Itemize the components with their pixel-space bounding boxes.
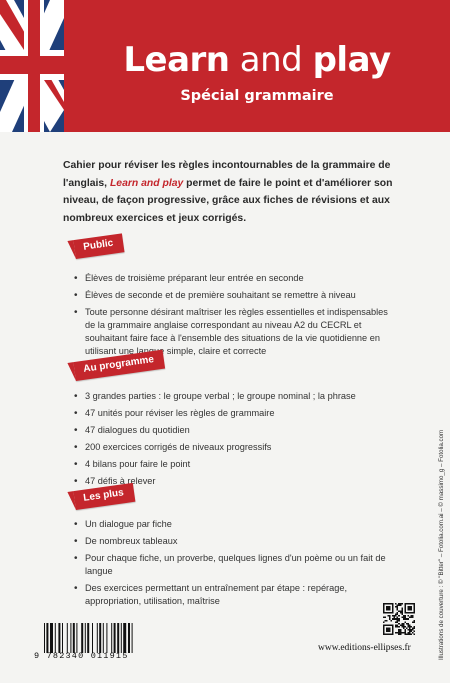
cover-illustration-credit: Illustrations de couverture : © "Bitter" – Fotolia.com.ai – © massimo_g – Fotolia.com xyxy=(438,429,445,660)
list-item: • Un dialogue par fiche xyxy=(74,518,394,531)
tag-public: Public xyxy=(73,233,124,259)
tag-au-programme: Au programme xyxy=(73,350,165,381)
qr-code-icon xyxy=(383,603,415,635)
list-item: • 47 dialogues du quotidien xyxy=(74,424,394,437)
publisher-website: www.editions-ellipses.fr xyxy=(318,643,411,653)
list-item: • De nombreux tableaux xyxy=(74,535,394,548)
programme-list xyxy=(74,390,394,492)
list-item: • 47 unités pour réviser les règles de grammaire xyxy=(74,407,394,420)
book-subtitle: Spécial grammaire xyxy=(180,88,334,104)
list-item: • 4 bilans pour faire le point xyxy=(74,458,394,471)
list-item: • Toute personne désirant maîtriser les règles essentielles et indispensables de la grammaire anglaise correspondant au niveau A2 du CECRL et souhaitant faire face à l'ensemble des situations de la vie quotidienne en utilisant une langue simple, claire et correcte xyxy=(74,306,394,358)
barcode-icon xyxy=(44,623,164,653)
list-item: • Élèves de seconde et de première souhaitant se remettre à niveau xyxy=(74,289,394,302)
intro-accent: Learn and play xyxy=(109,177,184,189)
list-item: • 3 grandes parties : le groupe verbal ; le groupe nominal ; la phrase xyxy=(74,390,394,403)
book-title: Learn and play xyxy=(123,40,391,80)
cover-header xyxy=(0,0,450,132)
plus-list xyxy=(74,518,394,612)
list-item: • Élèves de troisième préparant leur entrée en seconde xyxy=(74,272,394,285)
list-item: • 47 défis à relever xyxy=(74,475,394,488)
list-item: • Pour chaque fiche, un proverbe, quelques lignes d'un poème ou un fait de langue xyxy=(74,552,394,578)
barcode-number: 9 782340 011915 xyxy=(34,651,129,661)
public-list xyxy=(74,272,394,362)
list-item: • Des exercices permettant un entraînement par étape : repérage, appropriation, utilisation, maîtrise xyxy=(74,582,394,608)
union-jack-flag-icon xyxy=(0,0,64,132)
list-item: • 200 exercices corrigés de niveaux progressifs xyxy=(74,441,394,454)
tag-les-plus: Les plus xyxy=(73,483,135,510)
intro-paragraph: Cahier pour réviser les règles incontournables de la grammaire de l'anglais, Learn and play permet de faire le point et d'améliorer son niveau, de façon progressive, grâce aux fiches de révisions et aux nombreux exercices et jeux corrigés. xyxy=(63,160,393,224)
